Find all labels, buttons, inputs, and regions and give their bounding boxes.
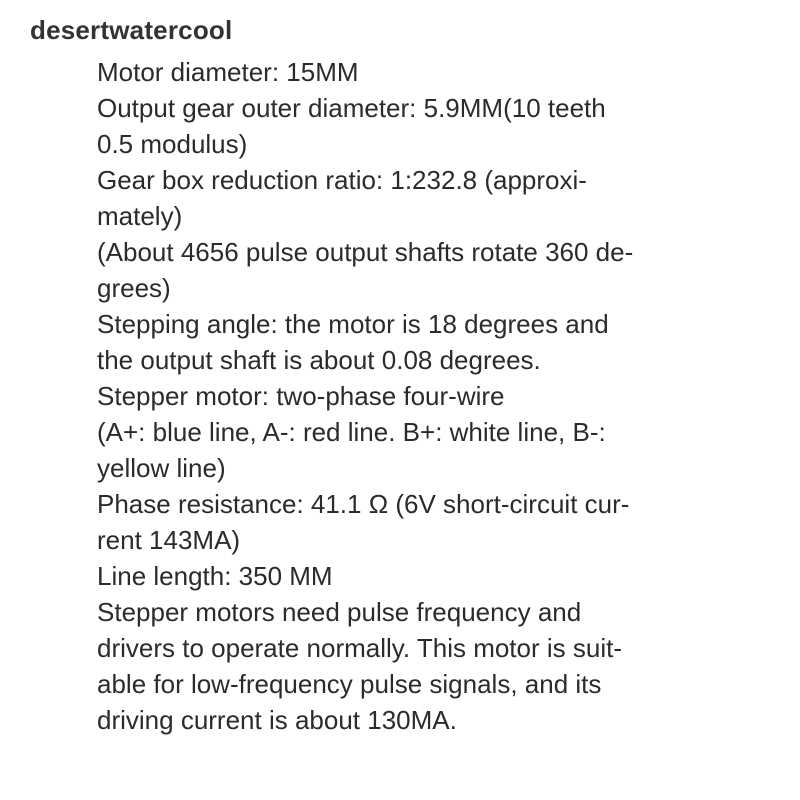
spec-line: Stepper motors need pulse frequency and — [97, 597, 582, 627]
spec-line: Phase resistance: 41.1 Ω (6V short-circuit cur- — [97, 489, 630, 519]
spec-line: Gear box reduction ratio: 1:232.8 (approxi- — [97, 165, 587, 195]
brand-watermark: desertwatercool — [30, 15, 233, 45]
spec-line: able for low-frequency pulse signals, and its — [97, 669, 602, 699]
spec-line: Stepper motor: two-phase four-wire — [97, 381, 505, 411]
spec-line: (About 4656 pulse output shafts rotate 360 de- — [97, 237, 634, 267]
spec-line: Line length: 350 MM — [97, 561, 333, 591]
spec-line: drivers to operate normally. This motor is suit- — [97, 633, 622, 663]
spec-line: Output gear outer diameter: 5.9MM(10 teeth — [97, 93, 606, 123]
spec-line: driving current is about 130MA. — [97, 705, 457, 735]
spec-line: grees) — [97, 273, 171, 303]
spec-line: (A+: blue line, A-: red line. B+: white line, B-: — [97, 417, 606, 447]
spec-line: yellow line) — [97, 453, 226, 483]
spec-line: rent 143MA) — [97, 525, 241, 555]
spec-line: mately) — [97, 201, 183, 231]
spec-line: Motor diameter: 15MM — [97, 57, 359, 87]
spec-text-block — [97, 54, 777, 738]
spec-line: 0.5 modulus) — [97, 129, 248, 159]
spec-line: the output shaft is about 0.08 degrees. — [97, 345, 541, 375]
spec-line: Stepping angle: the motor is 18 degrees and — [97, 309, 609, 339]
